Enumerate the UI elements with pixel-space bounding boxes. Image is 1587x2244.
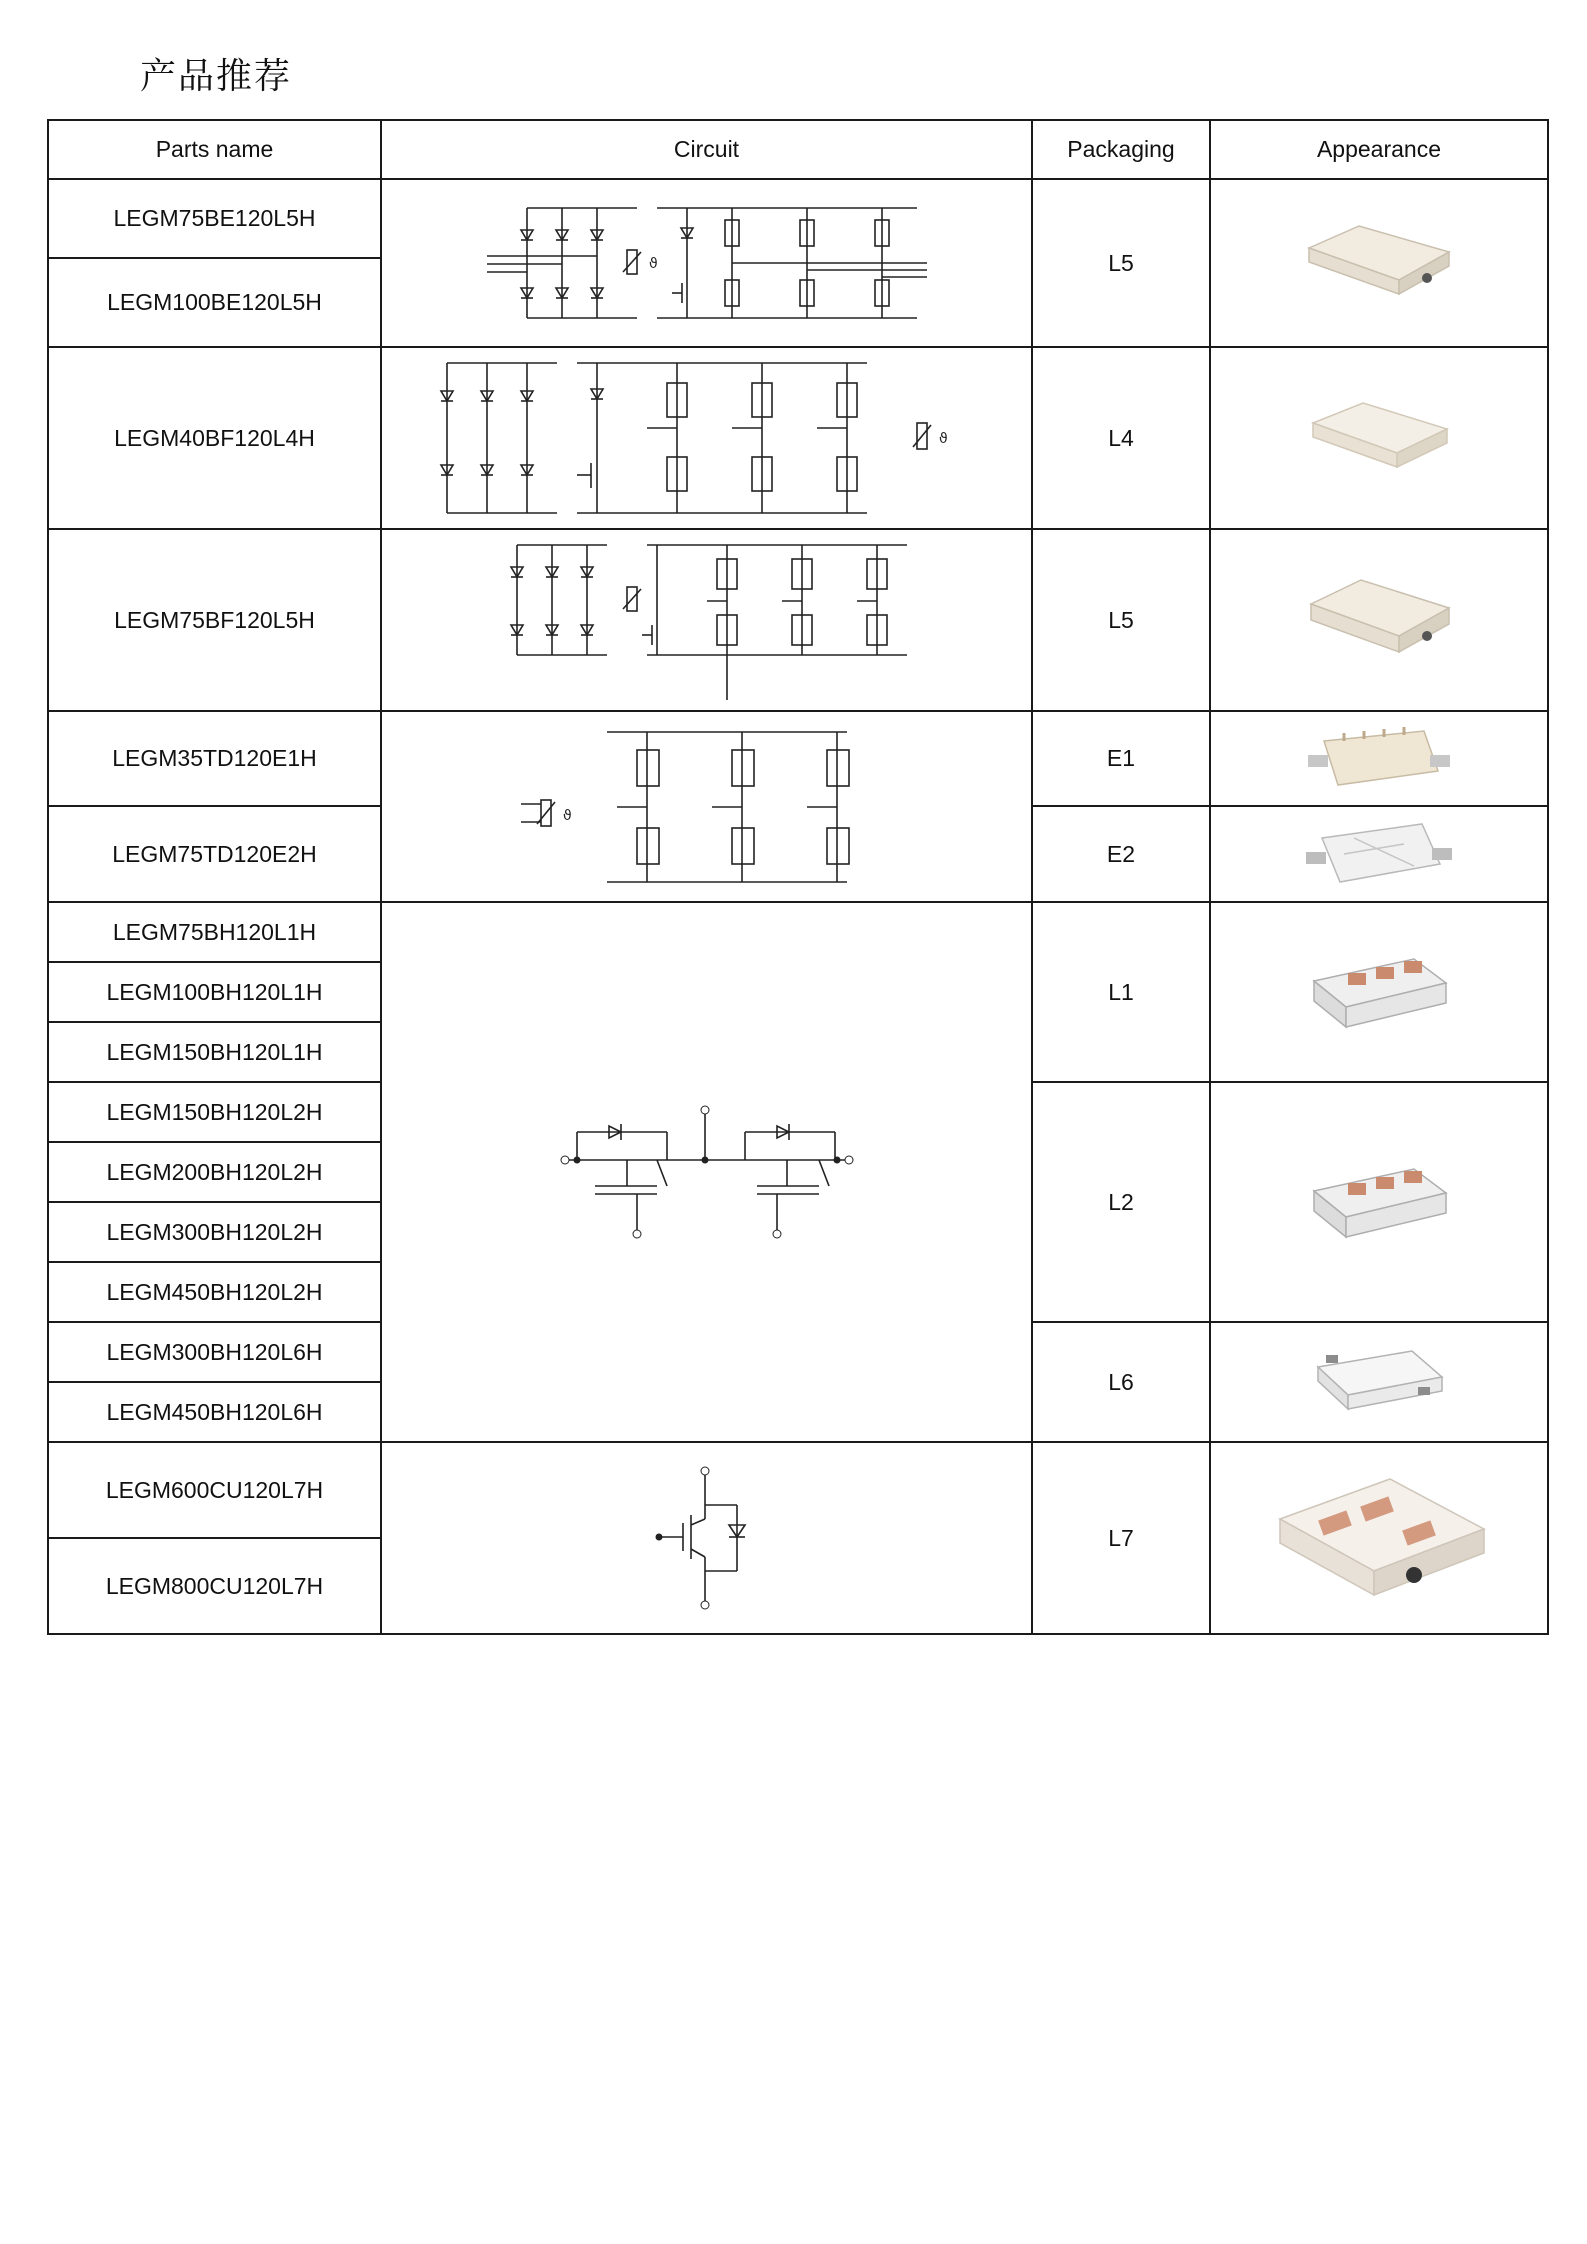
module-l5-icon <box>1299 570 1459 670</box>
pim-circuit-diagram <box>427 353 987 523</box>
circuit-cell <box>381 902 1032 1442</box>
module-l2-icon <box>1304 1157 1454 1247</box>
table-row <box>48 902 1548 962</box>
part-name: LEGM200BH120L2H <box>48 1142 381 1202</box>
module-e2-icon <box>1304 814 1454 894</box>
header-appearance: Appearance <box>1210 120 1548 179</box>
part-name: LEGM100BE120L5H <box>48 258 381 347</box>
package-name: L1 <box>1032 902 1210 1082</box>
appearance-cell <box>1210 806 1548 902</box>
header-packaging: Packaging <box>1032 120 1210 179</box>
table-row <box>48 529 1548 711</box>
part-name: LEGM100BH120L1H <box>48 962 381 1022</box>
part-name: LEGM600CU120L7H <box>48 1442 381 1538</box>
product-table <box>47 119 1549 1635</box>
circuit-cell <box>381 347 1032 529</box>
page-title: 产品推荐 <box>140 56 293 97</box>
circuit-cell <box>381 711 1032 902</box>
appearance-cell <box>1210 179 1548 347</box>
six-pack-circuit-diagram <box>517 722 897 892</box>
package-name: L7 <box>1032 1442 1210 1634</box>
svg-text:ϑ: ϑ <box>562 807 572 824</box>
package-name: L5 <box>1032 179 1210 347</box>
half-bridge-circuit-diagram <box>557 1102 857 1242</box>
single-switch-circuit-diagram <box>647 1463 767 1613</box>
package-name: L5 <box>1032 529 1210 711</box>
package-name: L2 <box>1032 1082 1210 1322</box>
part-name: LEGM450BH120L6H <box>48 1382 381 1442</box>
module-e1-icon <box>1304 719 1454 799</box>
pim-brake-circuit-diagram <box>487 188 927 338</box>
appearance-cell <box>1210 1322 1548 1442</box>
part-name: LEGM75BE120L5H <box>48 179 381 258</box>
appearance-cell <box>1210 529 1548 711</box>
appearance-cell <box>1210 347 1548 529</box>
part-name: LEGM800CU120L7H <box>48 1538 381 1634</box>
package-name: E1 <box>1032 711 1210 806</box>
appearance-cell <box>1210 1442 1548 1634</box>
svg-text:ϑ: ϑ <box>648 256 658 272</box>
package-name: L4 <box>1032 347 1210 529</box>
appearance-cell <box>1210 902 1548 1082</box>
table-header-row <box>48 120 1548 179</box>
circuit-cell <box>381 179 1032 347</box>
module-l1-icon <box>1304 947 1454 1037</box>
part-name: LEGM75TD120E2H <box>48 806 381 902</box>
appearance-cell <box>1210 1082 1548 1322</box>
table-row <box>48 347 1548 529</box>
part-name: LEGM300BH120L6H <box>48 1322 381 1382</box>
part-name: LEGM40BF120L4H <box>48 347 381 529</box>
package-name: E2 <box>1032 806 1210 902</box>
part-name: LEGM150BH120L1H <box>48 1022 381 1082</box>
part-name: LEGM300BH120L2H <box>48 1202 381 1262</box>
module-l4-icon <box>1299 393 1459 483</box>
part-name: LEGM75BF120L5H <box>48 529 381 711</box>
package-name: L6 <box>1032 1322 1210 1442</box>
pim-circuit-diagram <box>497 535 917 705</box>
table-row <box>48 1442 1548 1538</box>
part-name: LEGM35TD120E1H <box>48 711 381 806</box>
appearance-cell <box>1210 711 1548 806</box>
table-row <box>48 179 1548 258</box>
module-l6-icon <box>1304 1337 1454 1427</box>
module-l7-icon <box>1264 1463 1494 1613</box>
circuit-cell <box>381 529 1032 711</box>
module-l5-icon <box>1299 218 1459 308</box>
part-name: LEGM75BH120L1H <box>48 902 381 962</box>
part-name: LEGM450BH120L2H <box>48 1262 381 1322</box>
part-name: LEGM150BH120L2H <box>48 1082 381 1142</box>
header-circuit: Circuit <box>381 120 1032 179</box>
table-row <box>48 711 1548 806</box>
header-parts-name: Parts name <box>48 120 381 179</box>
circuit-cell <box>381 1442 1032 1634</box>
svg-text:ϑ: ϑ <box>938 431 948 447</box>
